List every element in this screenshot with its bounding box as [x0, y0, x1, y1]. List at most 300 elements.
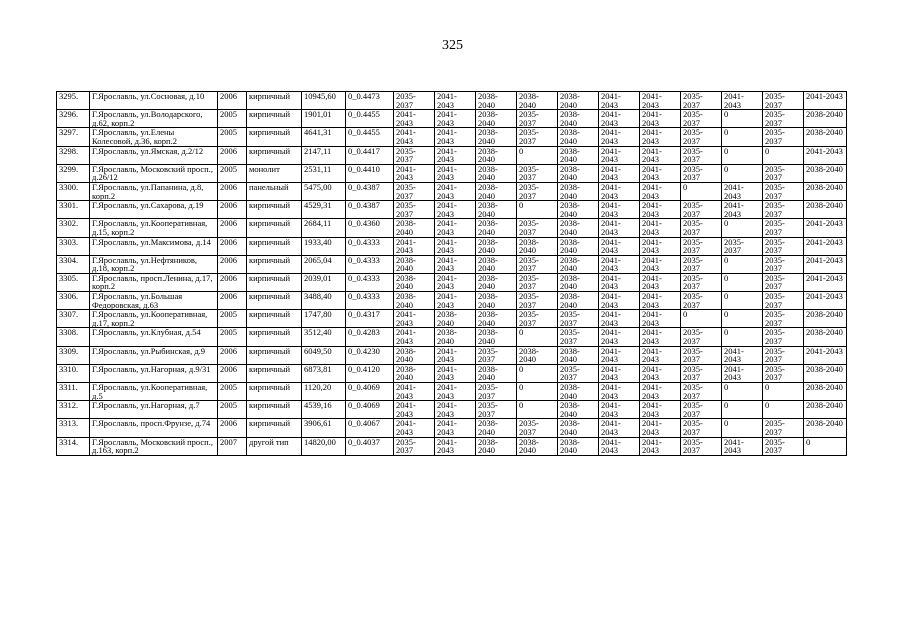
table-cell: 2041-2043	[599, 219, 640, 237]
table-cell: 2035-2037	[763, 255, 804, 273]
table-cell: 2041-2043	[640, 273, 681, 291]
table-cell: Г.Ярославль, ул.Нагорная, д.7	[90, 401, 218, 419]
table-cell: 2038-2040	[558, 219, 599, 237]
table-cell: 2038-2040	[804, 182, 847, 200]
table-cell: 2038-2040	[804, 419, 847, 437]
table-cell: 10945,60	[302, 92, 346, 110]
table-cell: 2038-2040	[435, 328, 476, 346]
table-cell: 2035-2037	[681, 237, 722, 255]
table-cell: кирпичный	[247, 237, 302, 255]
table-cell: Г.Ярославль, ул.Нефтяников, д.18, корп.2	[90, 255, 218, 273]
table-cell: 2035-2037	[763, 219, 804, 237]
table-row	[57, 182, 847, 200]
table-cell: 2035-2037	[476, 346, 517, 364]
table-cell: 2038-2040	[558, 201, 599, 219]
table-cell: 2041-2043	[599, 128, 640, 146]
table-cell: 2041-2043	[640, 182, 681, 200]
table-cell: 0	[722, 219, 763, 237]
table-cell: 2038-2040	[517, 237, 558, 255]
table-cell: 2041-2043	[599, 201, 640, 219]
table-cell: 2035-2037	[763, 237, 804, 255]
table-cell: 2041-2043	[599, 401, 640, 419]
table-cell: 2041-2043	[394, 383, 435, 401]
table-cell: Г.Ярославль, ул.Елены Колесовой, д.36, корп.2	[90, 128, 218, 146]
table-cell: 2038-2040	[558, 128, 599, 146]
table-cell: 3295.	[57, 92, 90, 110]
table-cell: 2041-2043	[599, 255, 640, 273]
table-cell: 2038-2040	[476, 164, 517, 182]
table-cell: 2035-2037	[681, 419, 722, 437]
table-cell: панельный	[247, 182, 302, 200]
table-cell: 2038-2040	[804, 201, 847, 219]
table-cell: 3488,40	[302, 292, 346, 310]
table-cell: 2041-2043	[640, 201, 681, 219]
table-cell: 0_0.4417	[346, 146, 394, 164]
table-cell: 2041-2043	[394, 128, 435, 146]
table-cell: 2038-2040	[394, 364, 435, 382]
table-cell: 4529,31	[302, 201, 346, 219]
table-row	[57, 346, 847, 364]
table-cell: 2041-2043	[599, 364, 640, 382]
table-cell: 2038-2040	[558, 292, 599, 310]
table-cell: 2038-2040	[804, 128, 847, 146]
table-row	[57, 383, 847, 401]
table-cell: 2041-2043	[394, 310, 435, 328]
table-cell: 0	[681, 310, 722, 328]
table-cell: 2006	[218, 255, 247, 273]
table-cell: 0_0.4333	[346, 237, 394, 255]
table-cell: 2041-2043	[804, 255, 847, 273]
table-cell: 2005	[218, 110, 247, 128]
table-cell: 0	[517, 383, 558, 401]
table-cell: 2041-2043	[435, 164, 476, 182]
table-cell: кирпичный	[247, 401, 302, 419]
table-cell: 3303.	[57, 237, 90, 255]
table-cell: 2035-2037	[681, 219, 722, 237]
table-cell: 2041-2043	[599, 182, 640, 200]
table-cell: 3309.	[57, 346, 90, 364]
table-cell: кирпичный	[247, 310, 302, 328]
table-cell: 3313.	[57, 419, 90, 437]
table-cell: 2041-2043	[804, 92, 847, 110]
table-cell: кирпичный	[247, 110, 302, 128]
table-cell: 0	[517, 328, 558, 346]
table-cell: 2035-2037	[558, 364, 599, 382]
table-cell: 2038-2040	[476, 237, 517, 255]
table-cell: 2035-2037	[681, 273, 722, 291]
table-cell: Г.Ярославль, ул.Папанина, д.8, корп.2	[90, 182, 218, 200]
table-cell: 3512,40	[302, 328, 346, 346]
table-cell: 1747,80	[302, 310, 346, 328]
table-cell: Г.Ярославль, ул.Сосновая, д.10	[90, 92, 218, 110]
table-cell: 3296.	[57, 110, 90, 128]
table-cell: кирпичный	[247, 364, 302, 382]
table-cell: 2005	[218, 310, 247, 328]
table-cell: 3297.	[57, 128, 90, 146]
table-cell: 0	[722, 164, 763, 182]
table-cell: 2041-2043	[640, 328, 681, 346]
table-cell: 0_0.4473	[346, 92, 394, 110]
table-cell: 2006	[218, 364, 247, 382]
table-row	[57, 401, 847, 419]
table-cell: 2041-2043	[640, 128, 681, 146]
table-cell: 2035-2037	[763, 419, 804, 437]
table-cell: 0	[722, 419, 763, 437]
table-cell: 2684,11	[302, 219, 346, 237]
table-cell: 3302.	[57, 219, 90, 237]
table-cell: 2041-2043	[599, 110, 640, 128]
table-cell: 2035-2037	[681, 401, 722, 419]
table-cell: 2035-2037	[763, 310, 804, 328]
table-cell: кирпичный	[247, 255, 302, 273]
table-cell: 0	[722, 273, 763, 291]
table-cell: 2041-2043	[435, 146, 476, 164]
table-cell: 2035-2037	[763, 292, 804, 310]
table-cell: Г.Ярославль, просп.Фрунзе, д.74	[90, 419, 218, 437]
table-cell: 3308.	[57, 328, 90, 346]
table-cell: 2035-2037	[517, 273, 558, 291]
table-cell: 2041-2043	[435, 364, 476, 382]
table-cell: 2041-2043	[640, 237, 681, 255]
table-cell: 2035-2037	[681, 328, 722, 346]
table-cell: 2035-2037	[517, 182, 558, 200]
table-cell: 2038-2040	[558, 92, 599, 110]
table-cell: 2035-2037	[517, 419, 558, 437]
table-cell: 2038-2040	[476, 182, 517, 200]
table-cell: кирпичный	[247, 219, 302, 237]
table-row	[57, 328, 847, 346]
table-cell: Г.Ярославль, ул.Клубная, д.54	[90, 328, 218, 346]
table-cell: 5475,00	[302, 182, 346, 200]
table-row	[57, 292, 847, 310]
table-cell: 2035-2037	[763, 110, 804, 128]
table-row	[57, 164, 847, 182]
table-cell: Г.Ярославль, ул.Нагорная, д.9/31	[90, 364, 218, 382]
table-cell: 2041-2043	[394, 419, 435, 437]
page-number: 325	[442, 38, 463, 53]
table-cell: 2038-2040	[804, 110, 847, 128]
table-cell: 2041-2043	[640, 164, 681, 182]
table-cell: 2041-2043	[804, 237, 847, 255]
table-cell: Г.Ярославль, ул.Кооперативная, д.5	[90, 383, 218, 401]
table-cell: 0_0.4387	[346, 201, 394, 219]
table-cell: 2038-2040	[558, 146, 599, 164]
table-cell: 2038-2040	[476, 328, 517, 346]
table-cell: Г.Ярославль, ул.Кооперативная, д.15, корп.2	[90, 219, 218, 237]
table-cell: 2038-2040	[476, 273, 517, 291]
table-cell: 2038-2040	[558, 110, 599, 128]
table-cell: 2038-2040	[804, 328, 847, 346]
table-cell: 2041-2043	[804, 146, 847, 164]
table-cell: 2038-2040	[804, 401, 847, 419]
table-cell: 2038-2040	[558, 383, 599, 401]
table-cell: кирпичный	[247, 346, 302, 364]
table-cell: 2041-2043	[599, 92, 640, 110]
table-row	[57, 219, 847, 237]
table-cell: 2041-2043	[640, 383, 681, 401]
table-cell: 2041-2043	[435, 401, 476, 419]
table-row	[57, 255, 847, 273]
table-cell: 2041-2043	[640, 364, 681, 382]
table-cell: 2041-2043	[435, 346, 476, 364]
table-cell: 2038-2040	[394, 346, 435, 364]
table-row	[57, 273, 847, 291]
table-cell: 2041-2043	[640, 437, 681, 455]
table-cell: 2038-2040	[558, 346, 599, 364]
table-cell: 2035-2037	[681, 437, 722, 455]
table-row	[57, 437, 847, 455]
table-cell: кирпичный	[247, 128, 302, 146]
table-cell: 0	[722, 292, 763, 310]
table-cell: 3299.	[57, 164, 90, 182]
table-cell: 2041-2043	[599, 383, 640, 401]
table-cell: 2038-2040	[517, 346, 558, 364]
table-cell: 2041-2043	[722, 201, 763, 219]
table-cell: 2038-2040	[476, 310, 517, 328]
table-cell: 2035-2037	[763, 273, 804, 291]
table-cell: 2035-2037	[394, 437, 435, 455]
table-cell: 2041-2043	[640, 419, 681, 437]
table-cell: 2038-2040	[435, 310, 476, 328]
table-cell: 2041-2043	[599, 419, 640, 437]
table-row	[57, 146, 847, 164]
table-cell: 2035-2037	[517, 110, 558, 128]
table-cell: 2035-2037	[681, 292, 722, 310]
table-cell: 2039,01	[302, 273, 346, 291]
table-cell: 2035-2037	[681, 201, 722, 219]
table-row	[57, 92, 847, 110]
table-cell: 2041-2043	[599, 146, 640, 164]
table-cell: 2005	[218, 164, 247, 182]
table-cell: 2006	[218, 346, 247, 364]
table-cell: 3310.	[57, 364, 90, 382]
table-cell: 2041-2043	[435, 110, 476, 128]
table-cell: 2038-2040	[476, 292, 517, 310]
table-cell: 2038-2040	[517, 437, 558, 455]
table-cell: 0_0.4333	[346, 273, 394, 291]
table-cell: 2041-2043	[804, 219, 847, 237]
table-cell: 2041-2043	[394, 110, 435, 128]
table-cell: 2041-2043	[435, 201, 476, 219]
table-row	[57, 201, 847, 219]
table-cell: 2035-2037	[476, 401, 517, 419]
table-cell: 2007	[218, 437, 247, 455]
table-cell: 3306.	[57, 292, 90, 310]
table-cell: 0_0.4230	[346, 346, 394, 364]
table-cell: 2038-2040	[476, 92, 517, 110]
table-cell: Г.Ярославль, ул.Володарского, д.62, корп.2	[90, 110, 218, 128]
table-cell: 2035-2037	[681, 346, 722, 364]
table-cell: 2041-2043	[435, 128, 476, 146]
table-cell: 2041-2043	[435, 292, 476, 310]
table-cell: 2035-2037	[517, 164, 558, 182]
table-cell: 2065,04	[302, 255, 346, 273]
table-cell: Г.Ярославль, просп.Ленина, д.17, корп.2	[90, 273, 218, 291]
table-cell: 0	[763, 401, 804, 419]
table-cell: 0	[681, 182, 722, 200]
table-cell: 2041-2043	[722, 346, 763, 364]
table-cell: 0_0.4387	[346, 182, 394, 200]
table-cell: 2038-2040	[558, 437, 599, 455]
table-cell: 2035-2037	[681, 128, 722, 146]
table-cell: 0	[804, 437, 847, 455]
table-row	[57, 310, 847, 328]
table-cell: 2041-2043	[435, 219, 476, 237]
table-cell: 0_0.4410	[346, 164, 394, 182]
table-cell: 2041-2043	[640, 346, 681, 364]
table-cell: 2038-2040	[394, 292, 435, 310]
table-cell: 0_0.4283	[346, 328, 394, 346]
table-cell: 2035-2037	[517, 310, 558, 328]
table-cell: 2038-2040	[394, 273, 435, 291]
table-cell: 0_0.4120	[346, 364, 394, 382]
table-cell: 2006	[218, 273, 247, 291]
table-cell: кирпичный	[247, 419, 302, 437]
table-cell: 2035-2037	[394, 201, 435, 219]
table-cell: 2006	[218, 237, 247, 255]
table-cell: 2041-2043	[722, 364, 763, 382]
table-cell: 2041-2043	[435, 383, 476, 401]
table-cell: 0_0.4067	[346, 419, 394, 437]
table-cell: 3906,61	[302, 419, 346, 437]
table-cell: 2035-2037	[394, 182, 435, 200]
table-cell: 2041-2043	[599, 346, 640, 364]
table-cell: 2038-2040	[804, 383, 847, 401]
table-cell: 2038-2040	[558, 255, 599, 273]
table-cell: 2035-2037	[681, 146, 722, 164]
table-cell: 2038-2040	[804, 310, 847, 328]
table-cell: 2041-2043	[640, 110, 681, 128]
table-cell: 14820,00	[302, 437, 346, 455]
table-cell: 2041-2043	[435, 419, 476, 437]
table-cell: 2147,11	[302, 146, 346, 164]
table-cell: Г.Ярославль, Московский просп., д.26/12	[90, 164, 218, 182]
table-cell: 2035-2037	[722, 237, 763, 255]
table-cell: кирпичный	[247, 273, 302, 291]
table-cell: кирпичный	[247, 292, 302, 310]
table-cell: 0	[722, 328, 763, 346]
table-row	[57, 364, 847, 382]
table-cell: 2041-2043	[804, 292, 847, 310]
table-cell: 2038-2040	[394, 255, 435, 273]
table-cell: 3311.	[57, 383, 90, 401]
table-cell: 2035-2037	[517, 219, 558, 237]
table-cell: 2035-2037	[763, 164, 804, 182]
houses-table	[56, 91, 847, 456]
table-cell: 6049,50	[302, 346, 346, 364]
table-cell: Г.Ярославль, ул.Рыбинская, д.9	[90, 346, 218, 364]
table-cell: 2005	[218, 401, 247, 419]
table-cell: 0	[517, 401, 558, 419]
table-cell: 2006	[218, 92, 247, 110]
table-cell: 2038-2040	[476, 419, 517, 437]
table-cell: Г.Ярославль, ул.Большая Федоровская, д.63	[90, 292, 218, 310]
table-cell: 2041-2043	[435, 255, 476, 273]
table-cell: 2041-2043	[599, 437, 640, 455]
table-cell: 0_0.4360	[346, 219, 394, 237]
table-cell: 2038-2040	[476, 201, 517, 219]
table-cell: 2038-2040	[476, 128, 517, 146]
table-cell: Г.Ярославль, ул.Сахарова, д.19	[90, 201, 218, 219]
table-cell: 2006	[218, 219, 247, 237]
table-cell: 2041-2043	[599, 328, 640, 346]
table-cell: 2035-2037	[517, 292, 558, 310]
table-cell: 2006	[218, 146, 247, 164]
table-cell: 4641,31	[302, 128, 346, 146]
table-cell: 2041-2043	[435, 182, 476, 200]
table-cell: 2035-2037	[681, 110, 722, 128]
table-cell: 2041-2043	[640, 92, 681, 110]
table-cell: 2005	[218, 328, 247, 346]
table-cell: 2041-2043	[394, 328, 435, 346]
table-cell: 3300.	[57, 182, 90, 200]
table-cell: 0	[722, 110, 763, 128]
table-cell: 2038-2040	[558, 237, 599, 255]
table-cell: 1933,40	[302, 237, 346, 255]
table-cell: 2035-2037	[681, 383, 722, 401]
table-cell: кирпичный	[247, 146, 302, 164]
table-cell: 2038-2040	[476, 364, 517, 382]
table-cell: 2035-2037	[517, 255, 558, 273]
table-cell: 2041-2043	[599, 310, 640, 328]
table-cell: 0	[517, 201, 558, 219]
table-cell: 2035-2037	[394, 92, 435, 110]
table-cell: 6873,81	[302, 364, 346, 382]
table-cell: 2035-2037	[763, 346, 804, 364]
table-cell: 2035-2037	[394, 146, 435, 164]
table-cell: 2035-2037	[763, 437, 804, 455]
table-cell: кирпичный	[247, 383, 302, 401]
table-cell: кирпичный	[247, 92, 302, 110]
table-cell: 2041-2043	[435, 92, 476, 110]
table-cell: 1120,20	[302, 383, 346, 401]
table-cell: 2035-2037	[763, 92, 804, 110]
table-cell: 2035-2037	[558, 328, 599, 346]
table-cell: 2038-2040	[558, 164, 599, 182]
table-cell: 2035-2037	[558, 310, 599, 328]
table-cell: 2041-2043	[640, 292, 681, 310]
table-cell: 2041-2043	[640, 255, 681, 273]
table-cell: 2041-2043	[394, 164, 435, 182]
table-cell: 2038-2040	[476, 146, 517, 164]
table-cell: 2038-2040	[558, 182, 599, 200]
table-cell: 3298.	[57, 146, 90, 164]
table-cell: 2041-2043	[599, 164, 640, 182]
table-cell: 2006	[218, 182, 247, 200]
table-cell: 2041-2043	[640, 146, 681, 164]
table-cell: 2005	[218, 383, 247, 401]
table-cell: кирпичный	[247, 328, 302, 346]
table-cell: 0_0.4037	[346, 437, 394, 455]
table-cell: 2035-2037	[681, 364, 722, 382]
table-cell: 0	[517, 146, 558, 164]
table-cell: 2041-2043	[599, 273, 640, 291]
table-cell: 2041-2043	[722, 182, 763, 200]
table-cell: 2041-2043	[722, 92, 763, 110]
table-row	[57, 419, 847, 437]
table-cell: 2041-2043	[640, 310, 681, 328]
table-cell: 2041-2043	[394, 237, 435, 255]
table-cell: 2041-2043	[599, 237, 640, 255]
table-cell: 0_0.4455	[346, 128, 394, 146]
table-cell: 2035-2037	[681, 164, 722, 182]
table-cell: 0	[722, 128, 763, 146]
table-cell: 2006	[218, 292, 247, 310]
table-cell: 3301.	[57, 201, 90, 219]
table-cell: 3314.	[57, 437, 90, 455]
table-cell: 2038-2040	[804, 164, 847, 182]
table-cell: 2041-2043	[599, 292, 640, 310]
